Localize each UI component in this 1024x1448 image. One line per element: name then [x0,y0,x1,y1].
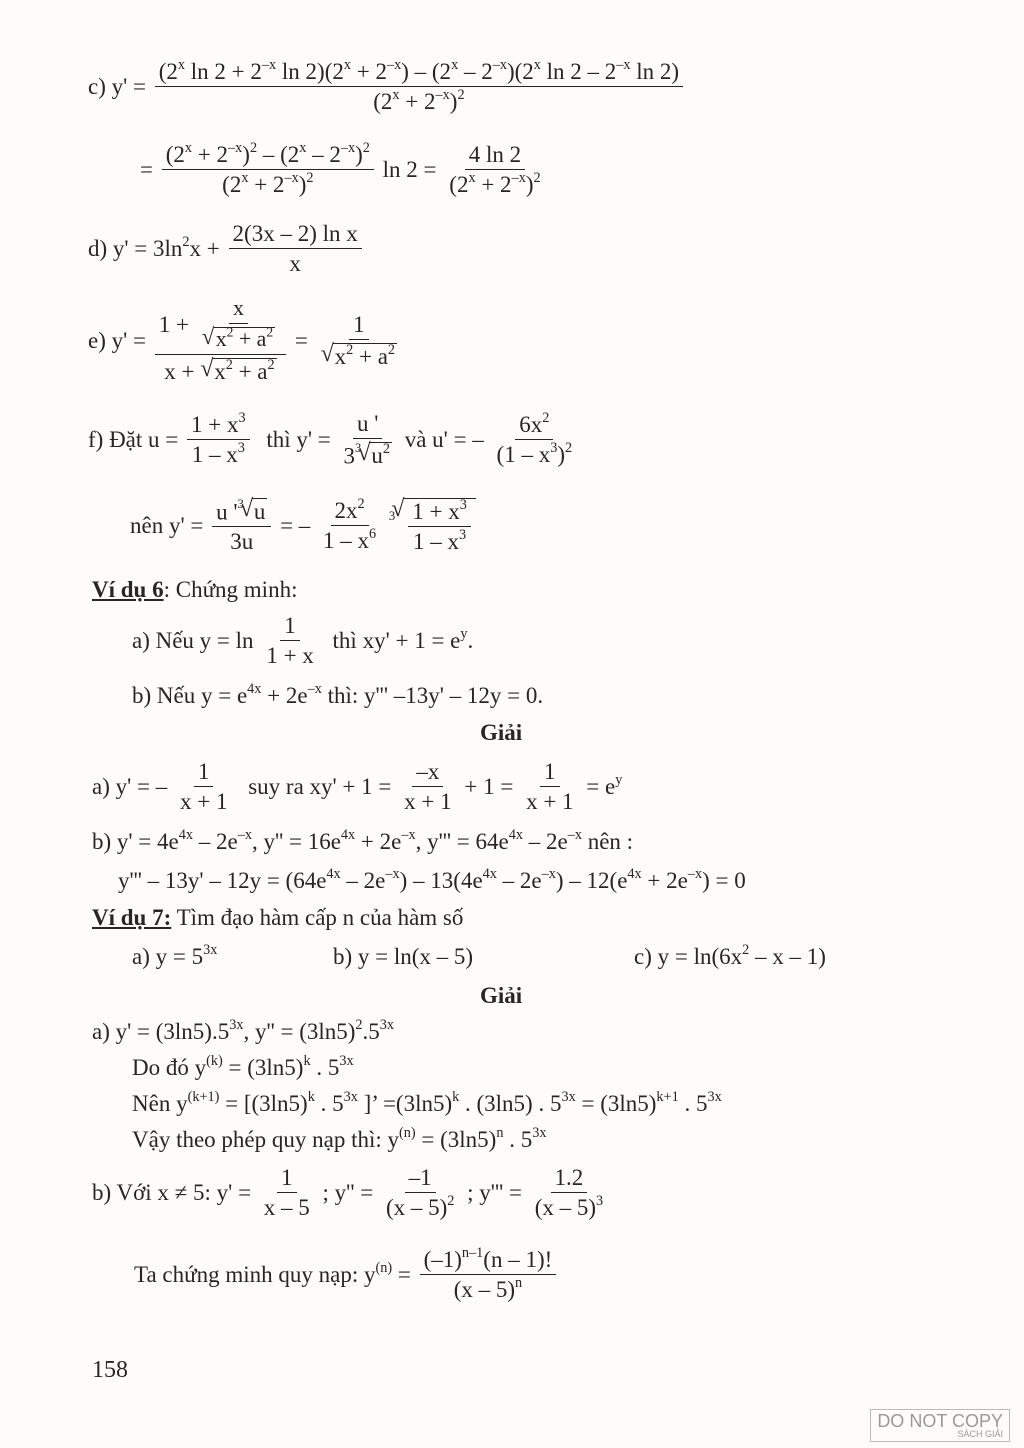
sol7a-line4: Vậy theo phép quy nạp thì: $y^{(n)} = (3\ln 5)^n$ . $5^{3x}$ [132,1125,547,1152]
sol7b-induction: Ta chứng minh quy nạp: $y^{(n)}$ = $\frac{(-1)^{n-1}(n - 1)!}{(x - 5)^n}$ [134,1248,559,1301]
ex5f-line2: nên y' = $\frac{u '^3√ u}{3u}$ = – $\frac{2x^2}{1 - x^6}$ $^3$ √ $\frac{1 + x^3}{1 - x^3}$ [130,498,476,553]
ex5c-line2: = $\frac{(2^x + 2^{-x})^2 - (2^x - 2^{-x})^2}{(2^x + 2^{-x})^2}$ ln 2 = $\frac{4 \ln 2}{(2^x + 2^{-x})^2}$ [140,140,541,197]
sol7b-line1: b) Với x ≠ 5: y' = $\frac{1}{x - 5}$ ; y'' = $\frac{-1}{(x - 5)^2}$ ; y''' = $\frac{1.2}{(x - 5)^3}$ [92,1165,604,1220]
sol7a-line3: Nên $y^{(k+1)} = [(3\ln 5)^k$ . $5^{3x}$ ]’ $=(3\ln 5)^k$ . (3ln5) . $5^{3x} = (3\ln 5)^{k+1}$ . $5^{3x}$ [132,1089,722,1116]
ex5c-label: c) y' = [88,74,146,99]
ex5d-line: d) $y' = 3\ln^2x$ + $\frac{\text{2(3x – 2) ln x}}{x}$ [88,222,365,275]
ex7a-item: a) $y = 5^{3x}$ [132,942,218,969]
sol7a-line1: a) $y' = (3\ln 5).5^{3x}$, $y'' = (3\ln 5)^2.5^{3x}$ [92,1017,395,1044]
ex7c-item: c) $y = \ln(6x^2 - x - 1)$ [634,942,826,969]
sol6b-line2: $y''' - 13y' - 12y = (64e^{4x} - 2e^{-x}) - 13(4e^{4x} - 2e^{-x}) - 12(e^{4x} + 2e^{-x}) = 0$ [118,866,746,893]
sol6a-line: a) y' = – $\frac{1}{x + 1}$ suy ra xy' + 1 = $\frac{-x}{x + 1}$ + 1 = $\frac{1}{x + 1}$ = $e^y$ [92,759,623,814]
ex6a-statement: a) Nếu y = ln $\frac{1}{1 + x}$ thì $xy' + 1 = e^y$. [132,613,474,668]
page-number: 158 [92,1357,128,1383]
solution-heading-7: Giải [480,983,523,1008]
ex7b-item: b) y = ln(x – 5) [333,944,474,969]
ex5c-fraction: (2$^x$ $\ln 2 + 2^{-x}$ $\ln 2)(2^x + 2^{-x}) - (2^x - 2^{-x})(2^x$ $\ln 2 - 2^{-x}$ ln 2) $(2^x + 2^{-x})^2$ [155,60,683,113]
solution-heading-6: Giải [480,720,523,745]
ex5e-line: e) y' = 1 + x √ $x^2 + a^2$ x + √ $x^2 + a^2$ = 1 √ $x^2 + a^2$ [88,298,404,383]
watermark-logo: DO NOT COPY SÁCH GIẢI [870,1409,1010,1442]
ex5c-line1 [88,57,686,114]
sol6b-line1: b) $y' = 4e^{4x} - 2e^{-x}$, $y'' = 16e^{4x} + 2e^{-x}$, $y''' = 64e^{4x} - 2e^{-x}$ nên : [92,827,634,854]
ex5f-line1: f) Đặt u = $\frac{1 + x^3}{1 - x^3}$ thì y' = $\frac{u '}{3^3√ u^2}$ và u' = – $\frac{6x^2}{(1 - x^3)^2}$ [88,412,579,467]
sol7a-line2: Do đó $y^{(k)} = (3\ln 5)^k$ . $5^{3x}$ [132,1053,354,1080]
ex6b-statement: b) Nếu $y = e^{4x} + 2e^{-x}$ thì: y''' –13y' – 12y = 0. [132,681,544,708]
ex7-heading: Ví dụ 7: Tìm đạo hàm cấp n của hàm số [92,905,464,930]
ex6-heading: Ví dụ 6: Chứng minh: [92,577,298,602]
